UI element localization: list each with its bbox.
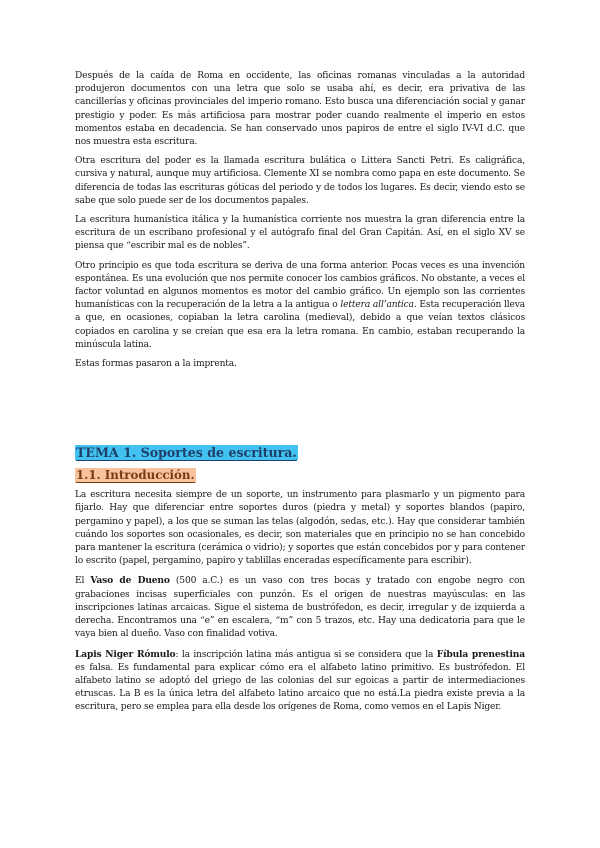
text-segment: es falsa. Es fundamental para explicar cómo era el alfabeto latino primitivo. Es bustrófedon. El alfabeto latino se adoptó del griego de las colonias del sur egoicas a partir de intermediaciones etruscas. La B es la única letra del alfabeto latino arcaico que no está.La piedra existe previa a la escritura, pero se emplea para ella desde los orígenes de Roma, como vemos en el Lapis Niger. xyxy=(75,662,525,713)
heading-tema-text: TEMA 1. Soportes de escritura. xyxy=(76,445,297,461)
text-segment: El xyxy=(75,576,91,587)
paragraph-bulatica: Otra escritura del poder es la llamada escritura bulática o Littera Sancti Petri. Es caligráfica, cursiva y natural, aunque muy artificiosa. Clemente XI se nombra como papa en este documento. Se diferencia de todas las escrituras góticas del periodo y de todos los lugares. Es decir, viendo esto se sabe que solo puede ser de los documentos papales. xyxy=(75,156,525,206)
heading-introduccion-text: 1.1. Introducción. xyxy=(76,468,195,483)
paragraph-principio-derivacion xyxy=(75,260,525,352)
text-segment: . Esta recuperación lleva a que, en ocasiones, copiaban la letra carolina (medieval), debido a que veían textos clásicos copiados en carolina y se creían que esa era la letra romana. En cambio, estaban recuperando la minúscula latina. xyxy=(75,300,525,350)
paragraph-lapis-niger xyxy=(75,648,525,715)
italic-term: lettera all’antica xyxy=(340,300,414,311)
text-segment: : la inscripción latina más antigua si se considera que la xyxy=(175,649,437,660)
section-spacer xyxy=(75,377,525,437)
heading-introduccion xyxy=(75,468,196,483)
paragraph-vaso-dueno xyxy=(75,574,525,641)
paragraph-cancillerias: Después de la caída de Roma en occidente, las oficinas romanas vinculadas a la autoridad produjeron documentos con una letra que solo se usaba ahí, es decir, era privativa de las cancillerías y oficinas provinciales del imperio romano. Esto busca una diferenciación social y ganar prestigio y poder. Es más artificiosa para mostrar poder cuando realmente el imperio en estos momentos estaba en decadencia. Se han conservado unos papiros de entre el siglo IV-VI d.C. que nos muestra esta escritura. xyxy=(75,71,525,148)
paragraph-soportes: La escritura necesita siempre de un soporte, un instrumento para plasmarlo y un pigmento para fijarlo. Hay que diferenciar entre soportes duros (piedra y metal) y soportes blandos (papiro, pergamino y papel), a los que se suman las telas (algodón, sedas, etc.). Hay que considerar también cuándo los soportes son ocasionales, es decir, son materiales que en principio no se han concebido para mantener la escritura (cerámica o vidrio); y soportes que están concebidos por y para contener lo escrito (papel, pergamino, papiro y tablillas enceradas específicamente para escribir). xyxy=(75,490,525,567)
bold-term-vaso: Vaso de Dueno xyxy=(90,575,170,587)
text-segment: (500 a.C.) es un vaso con tres bocas y tratado con engobe negro con grabaciones incisas superficiales con punzón. Es el origen de nuestras mayúsculas: en las inscripciones latinas arcaicas. Sigue el sistema de bustrófedon, es decir, irregular y de izquierda a derecha. Encontramos una “e” en escalera, “m” con 5 trazos, etc. Hay una dedicatoria para que le vaya bien al dueño. Vaso con finalidad votiva. xyxy=(75,576,526,640)
bold-term-fibula: Fíbula prenestina xyxy=(436,648,525,660)
bold-term-lapis: Lapis Niger Rómulo xyxy=(75,648,176,660)
heading-intro-wrap xyxy=(75,464,525,483)
heading-tema-wrap xyxy=(75,437,525,464)
paragraph-imprenta: Estas formas pasaron a la imprenta. xyxy=(75,359,237,370)
paragraph-humanistica: La escritura humanística itálica y la humanística corriente nos muestra la gran diferencia entre la escritura de un escribano profesional y el autógrafo final del Gran Capitán. Así, en el siglo XV se piensa que “escribir mal es de nobles”. xyxy=(75,215,525,252)
heading-tema xyxy=(75,445,298,460)
text-segment: Otro principio es que toda escritura se deriva de una forma anterior. Pocas veces es una invención espontánea. Es una evolución que nos permite conocer los cambios gráficos. No obstante, a veces el factor voluntad en algunos momentos es motor del cambio gráfico. Un ejemplo son las corrientes humanísticas con la recuperación de la letra a la antigua o xyxy=(75,260,525,311)
